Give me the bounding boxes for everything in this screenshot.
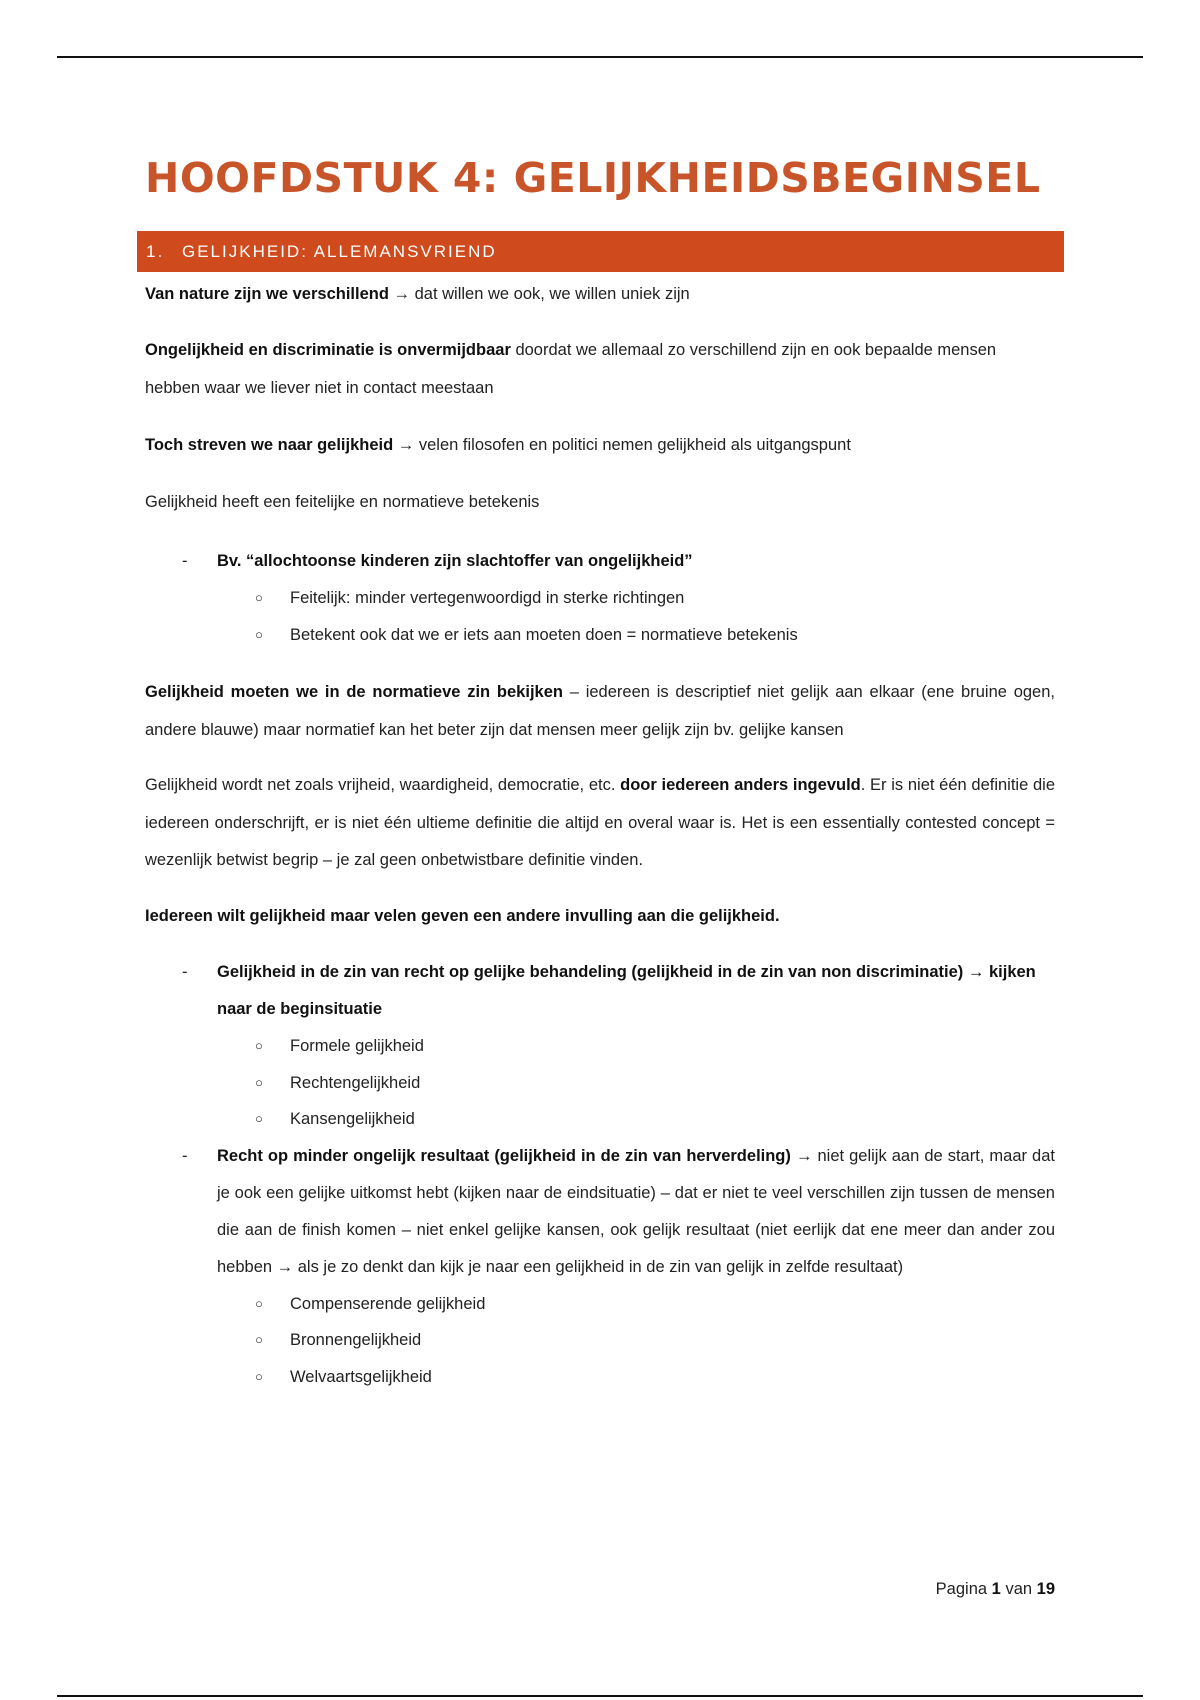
- p6-text2: . Er is niet één definitie die iedereen onderschrijft, er is niet één ultieme definitie die altijd en overal waar is. Het is een essentially contested concept = wezenlijk betwist begrip – je zal geen onbetwistbare definitie vinden.: [145, 776, 1055, 869]
- sub-item-text: Compenserende gelijkheid: [290, 1294, 486, 1313]
- list-item: [145, 954, 1055, 1028]
- sub-list-item: [145, 617, 1055, 654]
- p1-bold: Van nature zijn we verschillend: [145, 285, 389, 303]
- list-2: [145, 954, 1055, 1395]
- paragraph-5: [145, 674, 1055, 749]
- list1-item-text: Bv. “allochtoonse kinderen zijn slachtoffer van ongelijkheid”: [217, 552, 693, 570]
- sub-list-item: [145, 1101, 1055, 1138]
- footer-label: Pagina: [935, 1580, 988, 1598]
- circle-bullet-icon: ○: [255, 1111, 263, 1126]
- list-1: [145, 543, 1055, 653]
- p2-text: doordat we allemaal zo verschillend zijn en ook bepaalde mensen hebben waar we liever niet in contact meestaan: [145, 341, 997, 397]
- paragraph-3: [145, 427, 1055, 465]
- p5-bold: Gelijkheid moeten we in de normatieve zin bekijken: [145, 683, 563, 701]
- sub-list-item: [145, 1028, 1055, 1065]
- paragraph-1: [145, 276, 1055, 314]
- footer-page-total: 19: [1036, 1580, 1055, 1598]
- sub-item-text: Betekent ook dat we er iets aan moeten doen = normatieve betekenis: [290, 625, 798, 644]
- circle-bullet-icon: ○: [255, 1368, 263, 1384]
- p6-text1: Gelijkheid wordt net zoals vrijheid, waardigheid, democratie, etc.: [145, 776, 621, 794]
- circle-bullet-icon: ○: [255, 1332, 263, 1347]
- p3-text: velen filosofen en politici nemen gelijkheid als uitgangspunt: [414, 436, 851, 454]
- p3-bold: Toch streven we naar gelijkheid: [145, 436, 394, 454]
- p2-bold: Ongelijkheid en discriminatie is onvermijdbaar: [145, 341, 511, 359]
- sub-list-item: [145, 1322, 1055, 1359]
- sub-list-item: [145, 580, 1055, 617]
- footer-rule: [57, 1695, 1143, 1697]
- p7-bold: Iedereen wilt gelijkheid maar velen geven een andere invulling aan die gelijkheid.: [145, 907, 780, 925]
- paragraph-4: [145, 484, 1055, 522]
- list2-item-2-text: niet gelijk aan de start, maar dat je ook een gelijke uitkomst hebt (kijken naar de eindsituatie) – dat er niet te veel verschillen zijn tussen de mensen die aan de finish komen – niet enkel gelijke kansen, ook gelijk resultaat (niet eerlijk dat ene meer dan ander zou hebben → als je zo denkt dan kijk je naar een gelijkheid in de zin van gelijk in zelfde resultaat): [217, 1146, 1055, 1276]
- header-rule: [57, 56, 1143, 58]
- section-number: 1.: [146, 242, 165, 261]
- dash-bullet-icon: -: [182, 552, 188, 570]
- circle-bullet-icon: ○: [255, 1295, 263, 1311]
- sub-item-text: Kansengelijkheid: [290, 1110, 415, 1128]
- chapter-title: HOOFDSTUK 4: GELIJKHEIDSBEGINSEL: [145, 154, 1041, 202]
- arrow-icon: →: [795, 1146, 813, 1165]
- p4-text: Gelijkheid heeft een feitelijke en normatieve betekenis: [145, 493, 540, 511]
- footer-of: van: [1005, 1580, 1033, 1598]
- chapter-heading-container: [145, 150, 1055, 206]
- p6-bold: door iedereen anders ingevuld: [620, 776, 861, 794]
- section-heading: [137, 231, 1064, 272]
- list-item: [145, 543, 1055, 580]
- p5-text: – iedereen is descriptief niet gelijk aan elkaar (ene bruine ogen, andere blauwe) maar normatief kan het beter zijn dat mensen meer gelijk zijn bv. gelijke kansen: [145, 683, 1055, 739]
- list2-item-1-bold: Gelijkheid in de zin van recht op gelijke behandeling (gelijkheid in de zin van non discriminatie) → kijken naar de beginsituatie: [217, 963, 1036, 1018]
- page-footer: [936, 1580, 1055, 1599]
- sub-item-text: Bronnengelijkheid: [290, 1331, 422, 1349]
- circle-bullet-icon: ○: [255, 590, 263, 605]
- circle-bullet-icon: ○: [255, 626, 263, 642]
- paragraph-6: [145, 767, 1055, 880]
- circle-bullet-icon: ○: [255, 1038, 263, 1053]
- dash-bullet-icon: -: [182, 1146, 188, 1165]
- sub-item-text: Formele gelijkheid: [290, 1037, 424, 1055]
- sub-list-item: [145, 1065, 1055, 1102]
- list-item: [145, 1138, 1055, 1286]
- sub-item-text: Feitelijk: minder vertegenwoordigd in sterke richtingen: [290, 589, 685, 607]
- paragraph-2: [145, 332, 1055, 407]
- sub-list-item: [145, 1286, 1055, 1323]
- p1-text: dat willen we ook, we willen uniek zijn: [410, 285, 690, 303]
- arrow-icon: →: [397, 436, 415, 454]
- dash-bullet-icon: -: [182, 963, 188, 981]
- sub-item-text: Rechtengelijkheid: [290, 1073, 421, 1092]
- paragraph-7: [145, 898, 1055, 936]
- footer-page-number: 1: [991, 1580, 1001, 1598]
- sub-list-item: [145, 1359, 1055, 1396]
- arrow-icon: →: [393, 285, 411, 303]
- sub-item-text: Welvaartsgelijkheid: [290, 1367, 432, 1386]
- section-title: GELIJKHEID: ALLEMANSVRIEND: [182, 242, 497, 261]
- list2-item-2-bold: Recht op minder ongelijk resultaat (gelijkheid in de zin van herverdeling): [217, 1146, 791, 1165]
- circle-bullet-icon: ○: [255, 1074, 263, 1090]
